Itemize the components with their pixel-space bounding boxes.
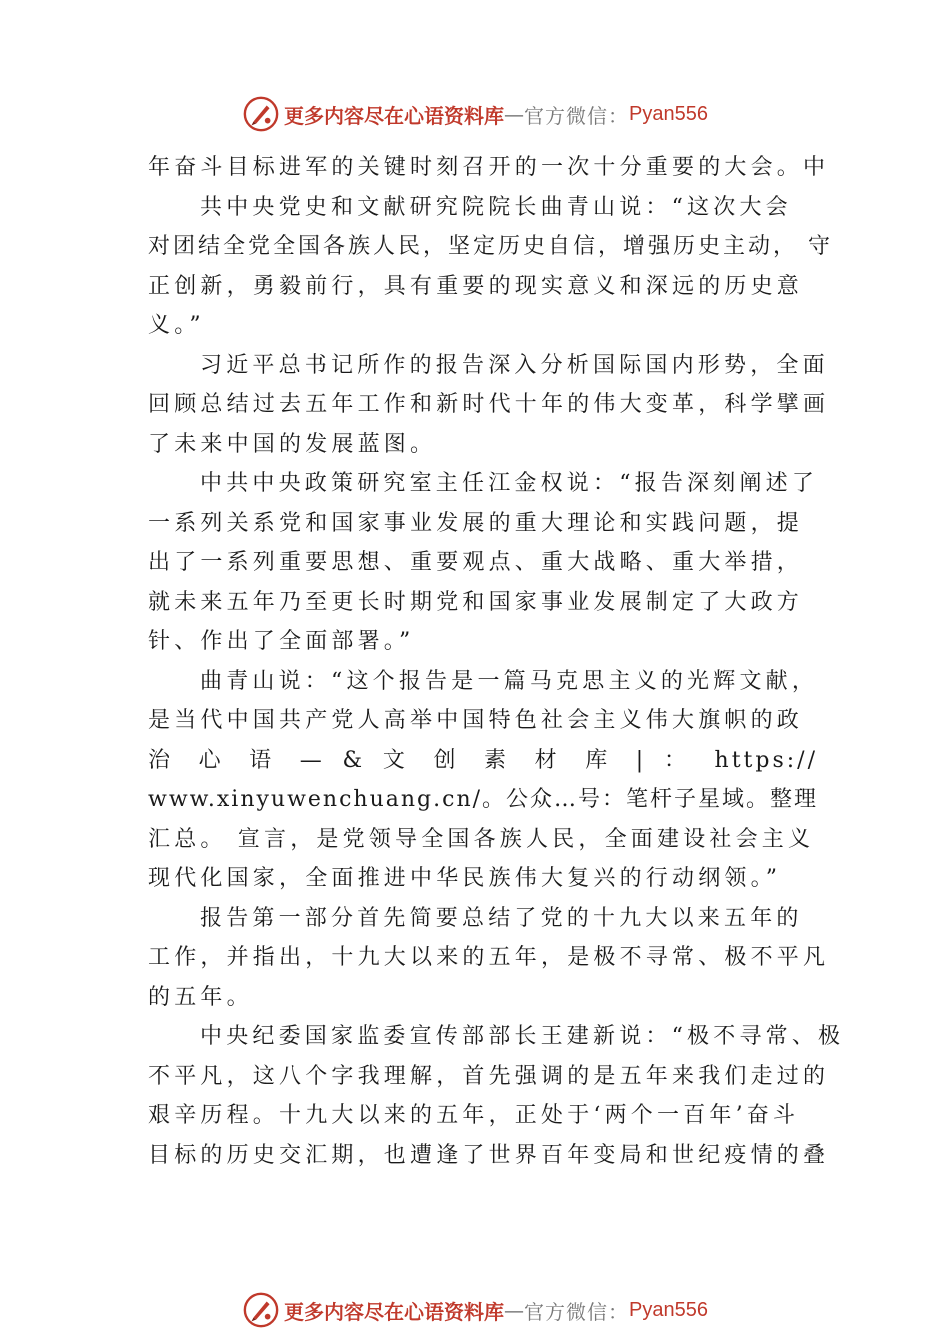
- text-line: 中共中央政策研究室主任江金权说：“报告深刻阐述了: [200, 471, 819, 496]
- text-line: 共中央党史和文献研究院院长曲青山说：“这次大会: [200, 194, 792, 220]
- pen-logo-icon: [242, 1291, 280, 1329]
- text-line: 对团结全党全国各族人民，坚定历史自信，增强历史主动， 守: [148, 234, 833, 259]
- banner-wechat-id: Pyan556: [629, 1298, 708, 1321]
- text-line: 的五年。: [148, 984, 253, 1010]
- text-line: 回顾总结过去五年工作和新时代十年的伟大变革，科学擘画: [148, 392, 830, 417]
- header-watermark-banner: [0, 92, 950, 136]
- text-line: 工作，并指出，十九大以来的五年，是极不寻常、极不平凡: [148, 945, 830, 970]
- text-line: 义。”: [148, 313, 205, 338]
- text-line: 针、作出了全面部署。”: [148, 629, 415, 654]
- text-line: 汇总。 宣言，是党领导全国各族人民，全面建设社会主义: [148, 826, 815, 852]
- text-line: 习近平总书记所作的报告深入分析国际国内形势，全面: [200, 352, 829, 378]
- text-line: 中央纪委国家监委宣传部部长王建新说：“极不寻常、极: [200, 1024, 845, 1049]
- banner-wechat-label: 官方微信：: [524, 1299, 630, 1324]
- text-line: 不平凡，这八个字我理解，首先强调的是五年来我们走过的: [148, 1063, 830, 1089]
- text-line: 就未来五年乃至更长时期党和国家事业发展制定了大政方: [148, 589, 804, 615]
- text-line: 曲青山说：“这个报告是一篇马克思主义的光辉文献，: [200, 668, 819, 694]
- banner-dash: —: [504, 1298, 525, 1322]
- document-body: [148, 148, 845, 1175]
- text-line: 是当代中国共产党人高举中国特色社会主义伟大旗帜的政: [148, 708, 804, 733]
- text-line: 一系列关系党和国家事业发展的重大理论和实践问题，提: [148, 510, 804, 536]
- banner-dash: —: [504, 102, 525, 126]
- text-line: 现代化国家，全面推进中华民族伟大复兴的行动纲领。”: [148, 866, 782, 891]
- text-line: 出了一系列重要思想、重要观点、重大战略、重大举措，: [148, 550, 804, 575]
- text-line: 目标的历史交汇期，也遭逢了世界百年变局和世纪疫情的叠: [148, 1142, 830, 1168]
- text-line: 治 心 语 — & 文 创 素 材 库 | ： https://: [148, 747, 818, 773]
- banner-main-text: 更多内容尽在心语资料库: [284, 1299, 505, 1324]
- text-line: www.xinyuwenchuang.cn/。公众…号：笔杆子星域。整理: [148, 787, 819, 812]
- text-line: 了未来中国的发展蓝图。: [148, 431, 437, 457]
- text-line: 报告第一部分首先简要总结了党的十九大以来五年的: [200, 905, 803, 931]
- banner-wechat-label: 官方微信：: [524, 103, 630, 128]
- text-line: 正创新，勇毅前行，具有重要的现实意义和深远的历史意: [148, 273, 804, 299]
- text-line: 年奋斗目标进军的关键时刻召开的一次十分重要的大会。中: [148, 155, 830, 180]
- banner-wechat-id: Pyan556: [629, 102, 708, 125]
- pen-logo-icon: [242, 95, 280, 133]
- text-line: 艰辛历程。十九大以来的五年，正处于‘两个一百年’奋斗: [148, 1103, 800, 1128]
- footer-watermark-banner: [0, 1288, 950, 1332]
- banner-main-text: 更多内容尽在心语资料库: [284, 103, 505, 128]
